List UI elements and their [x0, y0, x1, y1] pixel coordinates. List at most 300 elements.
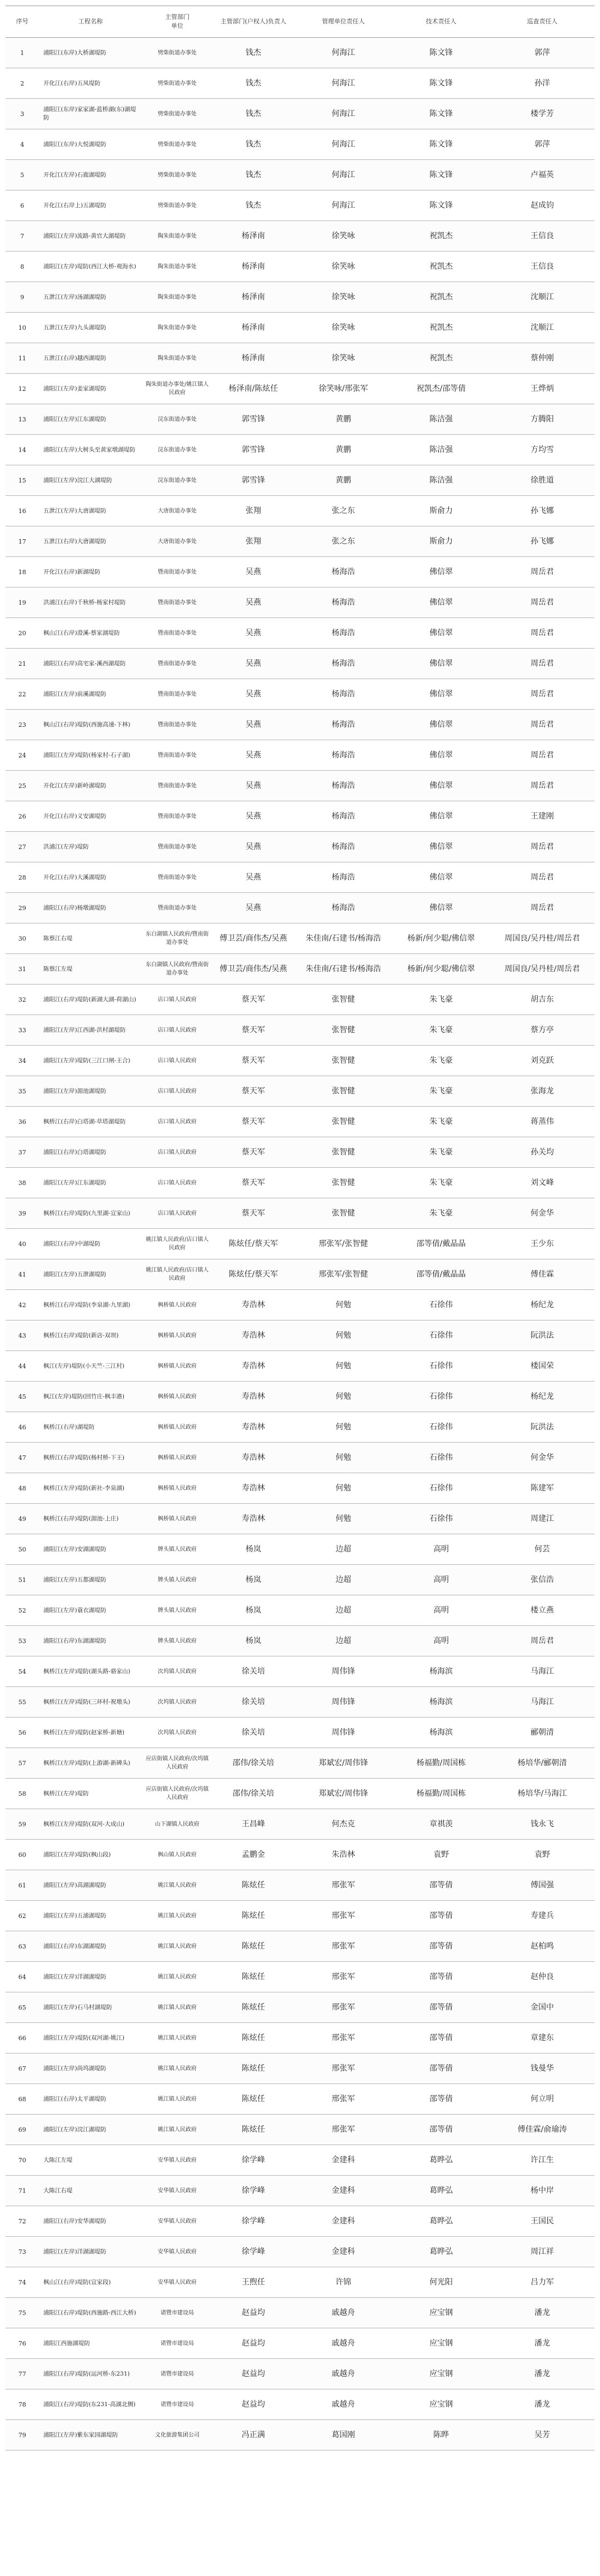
cell-department: 陶朱街道办事处 — [158, 324, 197, 331]
cell-patrol: 章建东 — [531, 2033, 554, 2042]
cell-index: 43 — [18, 1332, 26, 1339]
cell-department: 陶朱街道办事处 — [158, 233, 197, 239]
cell-project-name: 大陈江右堤 — [43, 2187, 73, 2194]
table-row — [6, 496, 594, 526]
table-row — [6, 1382, 594, 1412]
cell-patrol: 傅佳霖/俞瑜涛 — [517, 2125, 567, 2134]
table-row — [6, 1595, 594, 1626]
cell-index: 61 — [18, 1881, 26, 1889]
cell-technical: 应宝钢 — [429, 2308, 453, 2317]
cell-project-name: 枫桥江(左岸)堤防(双河-大成山) — [43, 1820, 124, 1827]
cell-patrol: 何芸 — [534, 1544, 550, 1554]
cell-technical: 陈洁强 — [429, 445, 453, 454]
cell-patrol: 周岳君 — [531, 720, 554, 729]
cell-owner: 钱杰 — [246, 139, 261, 149]
cell-patrol: 方腾阳 — [531, 414, 554, 424]
cell-manager: 杨海浩 — [332, 689, 355, 699]
cell-index: 4 — [20, 140, 24, 148]
cell-department: 陶朱街道办事处 — [158, 355, 197, 361]
cell-patrol: 楼国荣 — [531, 1361, 554, 1370]
cell-owner: 蔡天军 — [242, 1056, 265, 1065]
cell-index: 18 — [18, 568, 26, 576]
cell-department: 应店街镇人民政府/次坞镇人民政府 — [146, 1756, 209, 1770]
table-row — [6, 435, 594, 465]
cell-patrol: 马海江 — [531, 1666, 554, 1676]
table-row — [6, 1351, 594, 1382]
cell-index: 5 — [20, 171, 24, 179]
cell-manager: 杨海浩 — [332, 811, 355, 821]
table-row — [6, 1198, 594, 1229]
cell-owner: 赵益均 — [242, 2308, 265, 2317]
cell-department: 安华镇人民政府 — [158, 2248, 197, 2255]
cell-project-name: 浦阳江(东岸)大桥湖堤防 — [43, 49, 107, 56]
cell-project-name: 浦阳江(左岸)江东湖堤防 — [43, 1179, 107, 1186]
cell-project-name: 开化江(右岸)义安湖堤防 — [43, 812, 107, 820]
cell-owner: 张翔 — [246, 536, 261, 546]
cell-index: 66 — [18, 2034, 26, 2042]
cell-manager: 金建科 — [332, 2155, 355, 2165]
cell-patrol: 楼立燕 — [531, 1605, 554, 1615]
cell-owner: 杨泽南 — [242, 231, 265, 240]
cell-technical: 佛信翠 — [429, 720, 453, 729]
cell-patrol: 蒋蒸伟 — [531, 1117, 554, 1126]
cell-index: 14 — [18, 446, 26, 454]
cell-patrol: 潘龙 — [534, 2338, 550, 2348]
cell-project-name: 浦阳江(东岸)大悦湖堤防 — [43, 140, 107, 148]
cell-patrol: 郭萍 — [534, 48, 550, 57]
cell-owner: 吴燕 — [246, 903, 261, 912]
cell-department: 姚江镇人民政府 — [158, 1974, 197, 1980]
cell-index: 49 — [18, 1515, 26, 1523]
cell-owner: 傅卫芸/商伟杰/吴燕 — [219, 964, 287, 973]
cell-manager: 杨海浩 — [332, 720, 355, 729]
table-row — [6, 1992, 594, 2023]
cell-project-name: 陈蔡江左堤 — [43, 965, 73, 972]
cell-technical: 葛晔弘 — [429, 2247, 453, 2256]
cell-technical: 祝凯杰 — [429, 231, 453, 240]
cell-technical: 佛信翠 — [429, 842, 453, 851]
table-row — [6, 2053, 594, 2084]
cell-department: 劈柴街道办事处 — [158, 49, 197, 56]
cell-department: 暨南街道办事处 — [158, 569, 197, 575]
cell-owner: 杨泽南 — [242, 353, 265, 363]
cell-index: 10 — [18, 324, 26, 332]
cell-project-name: 枫山江(右岸)澄溪-蔡家湖堤防 — [43, 629, 120, 636]
cell-owner: 寿浩林 — [242, 1300, 265, 1309]
cell-owner: 钱杰 — [246, 48, 261, 57]
header-patrol-responsible: 巡查责任人 — [527, 18, 558, 25]
table-row — [6, 2115, 594, 2145]
cell-technical: 章祺羡 — [429, 1819, 453, 1829]
cell-patrol: 王建刚 — [531, 811, 554, 821]
table-row — [6, 2328, 594, 2359]
cell-owner: 陈炫任 — [242, 1880, 265, 1890]
cell-department: 店口镇人民政府 — [158, 1149, 197, 1156]
cell-technical: 陈文锋 — [429, 78, 453, 88]
cell-index: 74 — [18, 2278, 26, 2286]
cell-index: 44 — [18, 1362, 26, 1370]
cell-technical: 朱飞豪 — [429, 1056, 453, 1065]
cell-technical: 高明 — [433, 1636, 449, 1645]
cell-technical: 斯俞力 — [429, 536, 453, 546]
table-row — [6, 129, 594, 160]
cell-index: 70 — [18, 2156, 26, 2164]
table-row — [6, 160, 594, 190]
table-row — [6, 2420, 594, 2451]
cell-technical: 袁野 — [433, 1850, 449, 1859]
table-row — [6, 1229, 594, 1259]
cell-project-name: 枫桥江(左岸)堤防 — [43, 1790, 89, 1797]
cell-project-name: 浦阳江(右岸)堤防(新湖大湖-荷湖山) — [43, 996, 136, 1003]
cell-owner: 寿浩林 — [242, 1361, 265, 1370]
cell-project-name: 浦阳江(左岸)堤防(杨家村-石子湖) — [43, 751, 131, 759]
cell-project-name: 浦阳江(左岸)紫东家园湖堤防 — [43, 2431, 118, 2438]
cell-index: 75 — [18, 2309, 26, 2317]
cell-patrol: 王信良 — [531, 231, 554, 240]
cell-technical: 石徐伟 — [429, 1300, 453, 1309]
cell-technical: 杨海滨 — [429, 1697, 453, 1706]
cell-manager: 何海江 — [332, 139, 355, 149]
cell-index: 31 — [18, 965, 26, 973]
cell-owner: 徐关培 — [242, 1666, 265, 1676]
table-row — [6, 1534, 594, 1565]
cell-department: 次坞镇人民政府 — [158, 1729, 197, 1736]
cell-owner: 吴燕 — [246, 720, 261, 729]
cell-technical: 陈晔 — [433, 2430, 449, 2439]
cell-project-name: 浦阳江(右岸)高宅家-溪西湖堤防 — [43, 660, 126, 667]
cell-manager: 戚越舟 — [332, 2399, 355, 2409]
cell-index: 65 — [18, 2003, 26, 2011]
cell-project-name: 浦阳江(左岸)堤防(枫山段) — [43, 1851, 111, 1858]
cell-owner: 蔡天军 — [242, 995, 265, 1004]
cell-department: 枫桥镇人民政府 — [158, 1454, 197, 1461]
cell-technical: 朱飞豪 — [429, 1178, 453, 1187]
cell-department: 暨南街道办事处 — [158, 660, 197, 667]
cell-project-name: 浦阳江(左岸)安湖湖堤防 — [43, 1545, 107, 1553]
cell-project-name: 浦阳江(右岸)太平湖堤防 — [43, 2095, 107, 2102]
cell-manager: 邢张军 — [332, 2033, 355, 2042]
cell-department: 店口镇人民政府 — [158, 1118, 197, 1125]
table-row — [6, 954, 594, 985]
cell-manager: 黄鹏 — [336, 445, 351, 454]
table-row — [6, 404, 594, 435]
cell-project-name: 浦阳江(左岸)五都湖堤防 — [43, 1576, 107, 1583]
cell-owner: 杨岚 — [246, 1575, 261, 1584]
cell-technical: 佛信翠 — [429, 689, 453, 699]
table-row — [6, 679, 594, 710]
cell-index: 23 — [18, 721, 26, 729]
cell-manager: 邢张军 — [332, 2125, 355, 2134]
cell-manager: 杨海浩 — [332, 781, 355, 790]
cell-department: 暨南街道办事处 — [158, 721, 197, 728]
cell-patrol: 傅佳霖 — [531, 1269, 554, 1279]
table-row — [6, 771, 594, 801]
cell-patrol: 方均雪 — [531, 445, 554, 454]
table-header — [6, 6, 594, 38]
cell-manager: 徐笑咏 — [332, 262, 355, 271]
cell-department: 安华镇人民政府 — [158, 2187, 197, 2194]
cell-owner: 杨泽南 — [242, 262, 265, 271]
cell-project-name: 枫山江(右岸)堤防(宣家段) — [43, 2278, 111, 2286]
cell-project-name: 浦阳江(左岸)大树头至黄家墩湖堤防 — [43, 446, 136, 453]
cell-patrol: 钱永飞 — [531, 1819, 554, 1829]
cell-department: 东白湖镇人民政府/暨南街道办事处 — [146, 962, 209, 976]
cell-manager: 邢张军 — [332, 2094, 355, 2103]
cell-department: 诸暨市建设局 — [161, 2309, 194, 2316]
cell-project-name: 开化江(右岸)五凤堤防 — [43, 79, 101, 87]
cell-owner: 寿浩林 — [242, 1514, 265, 1523]
table-row — [6, 1962, 594, 1992]
cell-technical: 邵等倩 — [429, 1911, 453, 1920]
cell-patrol: 赵成钧 — [531, 200, 554, 210]
cell-index: 72 — [18, 2217, 26, 2225]
cell-owner: 王昌峰 — [242, 1819, 265, 1829]
cell-patrol: 潘龙 — [534, 2369, 550, 2378]
cell-project-name: 枫桥江(右岸)湖堤防 — [43, 1423, 95, 1430]
cell-department: 姚江镇人民政府 — [158, 2065, 197, 2072]
table-row — [6, 1931, 594, 1962]
cell-index: 52 — [18, 1606, 26, 1614]
cell-patrol: 王信良 — [531, 262, 554, 271]
cell-department: 枫山镇人民政府 — [158, 1851, 197, 1858]
cell-manager: 杨海浩 — [332, 659, 355, 668]
cell-manager: 何勉 — [336, 1453, 351, 1462]
responsibility-table — [6, 6, 594, 2451]
cell-owner: 郭雪锋 — [242, 414, 265, 424]
cell-technical: 佛信翠 — [429, 628, 453, 637]
cell-project-name: 浦阳江(左岸)江东湖堤防 — [43, 415, 107, 423]
header-project-name: 工程名称 — [78, 18, 103, 25]
cell-department: 劈柴街道办事处 — [158, 111, 197, 117]
cell-patrol: 马海江 — [531, 1697, 554, 1706]
cell-patrol: 周岳君 — [531, 1636, 554, 1645]
cell-department: 诸暨市建设局 — [161, 2401, 194, 2408]
cell-department: 暨南街道办事处 — [158, 630, 197, 636]
cell-patrol: 孙飞娜 — [531, 536, 554, 546]
cell-technical: 佛信翠 — [429, 811, 453, 821]
cell-patrol: 周岳君 — [531, 689, 554, 699]
cell-manager: 杨海浩 — [332, 750, 355, 760]
cell-project-name: 浦阳江(左岸)浣江大湖堤防 — [43, 476, 112, 484]
cell-manager: 徐笑咏 — [332, 231, 355, 240]
cell-department: 枫桥镇人民政府 — [158, 1485, 197, 1492]
table-row — [6, 1168, 594, 1198]
table-row — [6, 1779, 594, 1809]
cell-technical: 陈文锋 — [429, 139, 453, 149]
cell-owner: 郭雪锋 — [242, 445, 265, 454]
cell-department: 牌头镇人民政府 — [158, 1576, 197, 1583]
table-row — [6, 618, 594, 649]
cell-index: 9 — [20, 293, 24, 301]
cell-patrol: 杨中岸 — [531, 2186, 554, 2195]
cell-patrol: 周岳君 — [531, 872, 554, 882]
cell-project-name: 浦阳江(左岸)堤防(三江口闸-王合) — [43, 1057, 131, 1064]
cell-department: 诸暨市建设局 — [161, 2340, 194, 2347]
table-row — [6, 649, 594, 679]
cell-department: 暨南街道办事处 — [158, 813, 197, 820]
cell-project-name: 枫山江(右岸)堤防(西施高速-下林) — [43, 721, 131, 728]
cell-patrol: 杨培华/马海江 — [517, 1789, 567, 1798]
cell-department: 姚江镇人民政府 — [158, 1943, 197, 1950]
cell-manager: 许锦 — [336, 2277, 351, 2287]
cell-index: 40 — [18, 1240, 26, 1248]
cell-patrol: 杨纪龙 — [531, 1392, 554, 1401]
cell-index: 11 — [18, 354, 26, 362]
cell-technical: 朱飞豪 — [429, 1208, 453, 1218]
cell-project-name: 洪浦江(右岸)千秋桥-杨家村堤防 — [43, 599, 126, 606]
cell-index: 50 — [18, 1545, 26, 1553]
cell-manager: 何勉 — [336, 1361, 351, 1370]
cell-technical: 邵等倩 — [429, 2094, 453, 2103]
cell-technical: 祝凯杰 — [429, 323, 453, 332]
cell-department: 姚江镇人民政府 — [158, 1912, 197, 1919]
table-row — [6, 2084, 594, 2115]
table-row — [6, 1473, 594, 1504]
cell-department: 劈柴街道办事处 — [158, 202, 197, 209]
cell-owner: 吴燕 — [246, 628, 261, 637]
table-row — [6, 1748, 594, 1779]
cell-department: 暨南街道办事处 — [158, 843, 197, 850]
cell-patrol: 孙关均 — [531, 1147, 554, 1157]
cell-project-name: 五泄江(右岸)大唐湖堤防 — [43, 538, 107, 545]
cell-project-name: 浦阳江(左岸)五浦湖堤防 — [43, 1912, 107, 1919]
cell-patrol: 蔡方亭 — [531, 1025, 554, 1035]
table-row — [6, 68, 594, 99]
cell-department: 浣东街道办事处 — [158, 477, 197, 484]
cell-index: 54 — [18, 1668, 26, 1675]
cell-project-name: 浦阳江(左岸)石马村湖堤防 — [43, 2003, 112, 2011]
cell-manager: 杨海浩 — [332, 567, 355, 576]
cell-department: 暨南街道办事处 — [158, 752, 197, 759]
cell-department: 枫桥镇人民政府 — [158, 1302, 197, 1308]
cell-technical: 石徐伟 — [429, 1483, 453, 1493]
cell-project-name: 枫桥江(左岸)堤防(赵家桥-新塘) — [43, 1729, 124, 1736]
cell-owner: 钱杰 — [246, 109, 261, 118]
cell-manager: 边超 — [336, 1544, 351, 1554]
cell-department: 陶朱街道办事处/姚江镇人民政府 — [146, 381, 209, 396]
cell-owner: 吴燕 — [246, 689, 261, 699]
cell-owner: 徐学峰 — [242, 2247, 265, 2256]
cell-index: 7 — [20, 232, 24, 240]
cell-project-name: 浦阳江(右岸)堤防(西施路-西江大桥) — [43, 2309, 136, 2316]
cell-technical: 应宝钢 — [429, 2338, 453, 2348]
cell-patrol: 许江生 — [531, 2155, 554, 2165]
cell-department: 安华镇人民政府 — [158, 2157, 197, 2163]
cell-department: 牌头镇人民政府 — [158, 1607, 197, 1614]
cell-technical: 葛晔弘 — [429, 2155, 453, 2165]
cell-owner: 陈炫任 — [242, 2033, 265, 2042]
cell-department: 陶朱街道办事处 — [158, 263, 197, 270]
cell-patrol: 潘龙 — [534, 2399, 550, 2409]
cell-project-name: 浦阳江(右岸)东湖湖堤防 — [43, 1637, 107, 1644]
cell-patrol: 沈顺江 — [531, 292, 554, 302]
cell-manager: 邢张军 — [332, 1880, 355, 1890]
cell-index: 24 — [18, 751, 26, 759]
table-row — [6, 1870, 594, 1901]
cell-technical: 杨新/何少聪/佛信翠 — [407, 964, 475, 973]
cell-index: 69 — [18, 2126, 26, 2133]
cell-technical: 邵等倩 — [429, 1941, 453, 1951]
cell-project-name: 浦阳江(左岸)洋湖湖堤防 — [43, 2248, 107, 2255]
cell-department: 店口镇人民政府 — [158, 996, 197, 1003]
cell-index: 58 — [18, 1790, 26, 1797]
cell-technical: 朱飞豪 — [429, 995, 453, 1004]
cell-index: 3 — [20, 110, 24, 118]
header-owner-responsible: 主管部门(户权人)负责人 — [220, 18, 287, 25]
cell-technical: 邵等倩 — [429, 2125, 453, 2134]
cell-technical: 杨福勤/周国栋 — [416, 1758, 466, 1767]
cell-owner: 钱杰 — [246, 170, 261, 179]
cell-manager: 张之东 — [332, 506, 355, 515]
cell-index: 45 — [18, 1393, 26, 1400]
cell-manager: 杨海浩 — [332, 872, 355, 882]
table-row — [6, 313, 594, 343]
cell-project-name: 枫桥江(右岸)白塔湖-草塔湖堤防 — [43, 1118, 126, 1125]
cell-technical: 邵等倩 — [429, 2063, 453, 2073]
cell-department: 姚江镇人民政府/店口镇人民政府 — [146, 1237, 209, 1251]
cell-patrol: 周岳君 — [531, 750, 554, 760]
cell-owner: 钱杰 — [246, 78, 261, 88]
cell-owner: 陈炫任 — [242, 2063, 265, 2073]
cell-manager: 边超 — [336, 1575, 351, 1584]
cell-owner: 寿浩林 — [242, 1422, 265, 1432]
cell-index: 1 — [20, 49, 24, 57]
cell-index: 37 — [18, 1148, 26, 1156]
cell-technical: 佛信翠 — [429, 659, 453, 668]
cell-department: 劈柴街道办事处 — [158, 172, 197, 178]
cell-index: 42 — [18, 1301, 26, 1309]
cell-patrol: 杨纪龙 — [531, 1300, 554, 1309]
table-row — [6, 923, 594, 954]
cell-owner: 徐学峰 — [242, 2155, 265, 2165]
cell-project-name: 枫江(左岸)堤防(回竹庄-枫丰港) — [43, 1393, 124, 1400]
table-row — [6, 2145, 594, 2176]
cell-technical: 斯俞力 — [429, 506, 453, 515]
cell-technical: 朱飞豪 — [429, 1025, 453, 1035]
cell-project-name: 浦阳江(左岸)湄池湖堤防 — [43, 1087, 107, 1094]
cell-technical: 佛信翠 — [429, 903, 453, 912]
cell-technical: 佛信翠 — [429, 872, 453, 882]
cell-project-name: 枫桥江(右岸)堤防(新店-双坝) — [43, 1332, 119, 1339]
cell-owner: 蔡天军 — [242, 1178, 265, 1187]
cell-patrol: 阮洪法 — [531, 1330, 554, 1340]
cell-owner: 吴燕 — [246, 811, 261, 821]
cell-owner: 蔡天军 — [242, 1147, 265, 1157]
cell-project-name: 开化江(左岸)新岭湖堤防 — [43, 782, 107, 789]
cell-patrol: 孙飞娜 — [531, 506, 554, 515]
cell-index: 19 — [18, 599, 26, 606]
cell-project-name: 枫桥江(右岸)堤防(李泉湖-九里湖) — [43, 1301, 131, 1308]
cell-project-name: 浦阳江(东岸)家家湖-蓝桥湖(东)湖堤防 — [43, 106, 136, 121]
cell-department: 枫桥镇人民政府 — [158, 1332, 197, 1339]
table-row — [6, 38, 594, 68]
cell-index: 22 — [18, 690, 26, 698]
table-row — [6, 2237, 594, 2267]
cell-department: 东白湖镇人民政府/暨南街道办事处 — [146, 931, 209, 946]
cell-owner: 陈炫任 — [242, 1911, 265, 1920]
cell-manager: 张智健 — [332, 1208, 355, 1218]
cell-manager: 黄鹏 — [336, 475, 351, 485]
cell-owner: 吴燕 — [246, 597, 261, 607]
cell-department: 姚江镇人民政府/店口镇人民政府 — [146, 1267, 209, 1282]
cell-manager: 戚越舟 — [332, 2308, 355, 2317]
table-row — [6, 190, 594, 221]
cell-manager: 金建科 — [332, 2247, 355, 2256]
cell-manager: 邢张军 — [332, 1941, 355, 1951]
cell-index: 29 — [18, 904, 26, 912]
cell-project-name: 枫桥江(右岸)堤防(九里湖-宣家山) — [43, 1209, 131, 1217]
cell-owner: 陈炫任/蔡天军 — [228, 1239, 278, 1248]
